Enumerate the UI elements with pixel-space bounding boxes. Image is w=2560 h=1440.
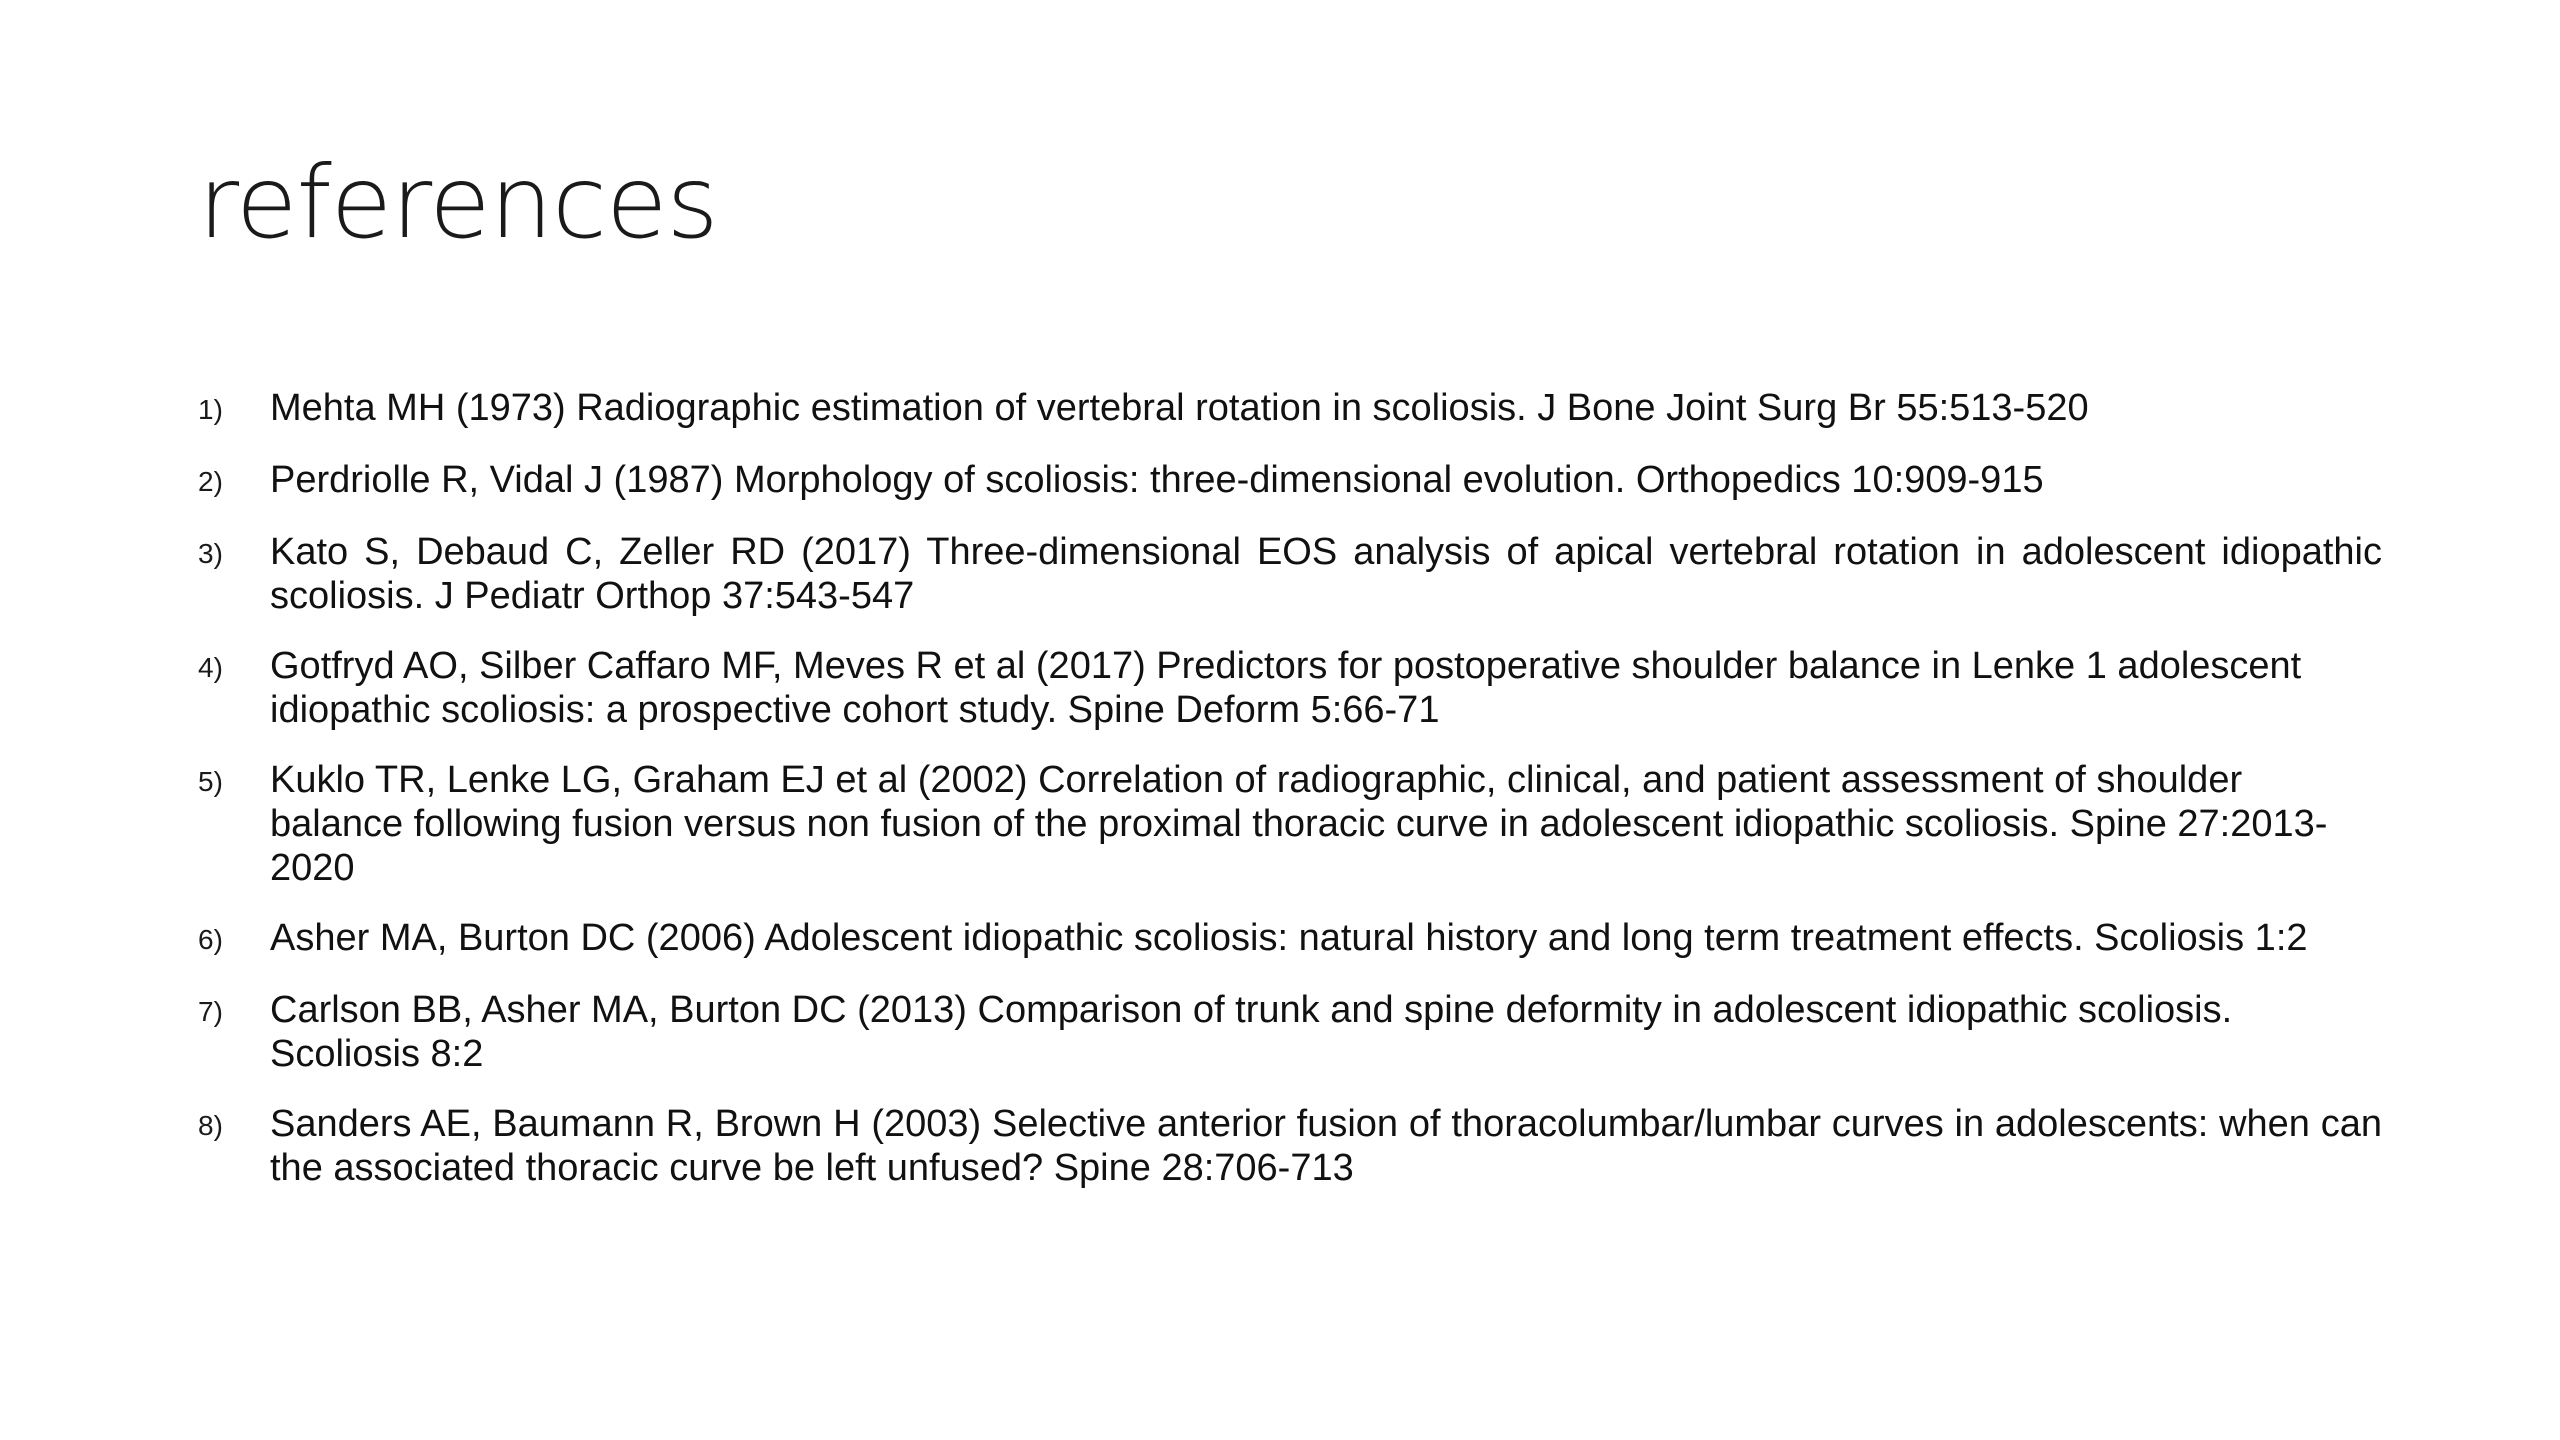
reference-number: 1) (198, 394, 223, 425)
reference-text: Sanders AE, Baumann R, Brown H (2003) Selective anterior fusion of thoracolumbar/lumbar curves in adolescents: when can the associated thoracic curve be left unfused? Spine 28:706-713 (270, 1103, 2382, 1189)
reference-text: Carlson BB, Asher MA, Burton DC (2013) Comparison of trunk and spine deformity in adolescent idiopathic scoliosis. Scoliosis 8:2 (270, 989, 2233, 1075)
reference-number: 3) (198, 538, 223, 569)
reference-item (198, 916, 2382, 962)
reference-number: 8) (198, 1110, 223, 1141)
reference-item (198, 530, 2382, 618)
reference-list (198, 386, 2382, 1216)
reference-item (198, 988, 2382, 1076)
reference-number: 6) (198, 924, 223, 955)
reference-text: Mehta MH (1973) Radiographic estimation of vertebral rotation in scoliosis. J Bone Joint Surg Br 55:513-520 (270, 387, 2089, 429)
reference-text: Perdriolle R, Vidal J (1987) Morphology of scoliosis: three-dimensional evolution. Orthopedics 10:909-915 (270, 459, 2044, 501)
reference-number: 7) (198, 996, 223, 1027)
reference-item (198, 386, 2382, 432)
reference-number: 4) (198, 652, 223, 683)
reference-item (198, 644, 2382, 732)
slide-title: references (198, 144, 718, 261)
reference-item (198, 458, 2382, 504)
reference-item (198, 1102, 2382, 1190)
reference-item (198, 758, 2382, 890)
reference-text: Gotfryd AO, Silber Caffaro MF, Meves R et al (2017) Predictors for postoperative shoulder balance in Lenke 1 adolescent idiopathic scoliosis: a prospective cohort study. Spine Deform 5:66-71 (270, 645, 2302, 731)
reference-text: Kato S, Debaud C, Zeller RD (2017) Three-dimensional EOS analysis of apical vertebral rotation in adolescent idiopathic scoliosis. J Pediatr Orthop 37:543-547 (270, 531, 2382, 617)
reference-text: Kuklo TR, Lenke LG, Graham EJ et al (2002) Correlation of radiographic, clinical, and patient assessment of shoulder balance following fusion versus non fusion of the proximal thoracic curve in adolescent idiopathic scoliosis. Spine 27:2013-2020 (270, 759, 2328, 889)
reference-number: 5) (198, 766, 223, 797)
reference-number: 2) (198, 466, 223, 497)
reference-text: Asher MA, Burton DC (2006) Adolescent idiopathic scoliosis: natural history and long term treatment effects. Scoliosis 1:2 (270, 917, 2308, 959)
